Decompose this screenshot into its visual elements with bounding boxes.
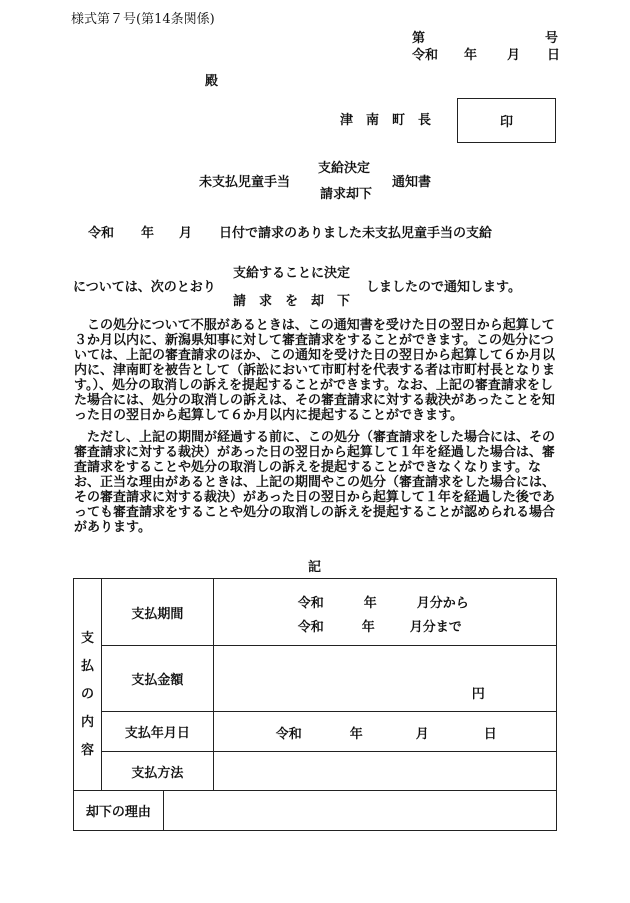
payment-content-group-label: 支 払 の 内 容 bbox=[74, 579, 102, 791]
payment-date-value[interactable]: 令和 年 月 日 bbox=[213, 712, 556, 752]
sentence1-year: 年 bbox=[141, 226, 155, 241]
date-year: 年 bbox=[464, 48, 478, 63]
payment-method-value[interactable] bbox=[213, 752, 556, 791]
amount-label: 支払金額 bbox=[101, 646, 213, 712]
sentence2-suffix: しましたので通知します。 bbox=[366, 280, 521, 295]
date-month: 月 bbox=[507, 48, 521, 63]
payment-details-table bbox=[73, 578, 557, 831]
title-prefix: 未支払児童手当 bbox=[199, 175, 291, 190]
title-option-rejection: 請求却下 bbox=[320, 187, 373, 202]
period-label: 支払期間 bbox=[101, 579, 213, 646]
notice-paragraph-2: ただし、上記の期間が経過する前に、この処分（審査請求をした場合には、その審査請求に対する裁決）があった日の翌日から起算して１年を経過した場合は、審査請求をすることや処分の取消しの訴えを提起することができなくなります。なお、正当な理由があるときは、上記の期間やこの処分（審査請求をした場合には、その審査請求に対する裁決）があった日の翌日から起算して１年を経過した後であっても審査請求をすることや処分の取消しの訴えを提起することが認められる場合があります。 bbox=[74, 430, 556, 535]
amount-value[interactable] bbox=[213, 646, 556, 712]
sentence2-prefix: については、次のとおり bbox=[73, 280, 216, 295]
number-label: 第 bbox=[412, 31, 426, 46]
title-option-decision: 支給決定 bbox=[318, 161, 371, 176]
date-era: 令和 bbox=[412, 48, 439, 63]
sentence2-option-pay: 支給することに決定 bbox=[233, 266, 351, 281]
rejection-reason-label: 却下の理由 bbox=[74, 791, 164, 831]
period-value[interactable]: 令和 年 月分から 令和 年 月分まで bbox=[213, 579, 556, 646]
number-suffix: 号 bbox=[545, 31, 559, 46]
date-day: 日 bbox=[547, 48, 561, 63]
sentence1-month: 月 bbox=[179, 226, 193, 241]
addressee-suffix: 殿 bbox=[205, 74, 219, 89]
seal-box bbox=[457, 98, 556, 143]
amount-unit: 円 bbox=[471, 687, 485, 702]
seal-label: 印 bbox=[499, 115, 513, 130]
payment-date-label: 支払年月日 bbox=[101, 712, 213, 752]
sentence1-rest: 日付で請求のありました未支払児童手当の支給 bbox=[219, 226, 493, 241]
payment-method-label: 支払方法 bbox=[101, 752, 213, 791]
rejection-reason-value[interactable] bbox=[163, 791, 556, 831]
issuer: 津 南 町 長 bbox=[340, 113, 432, 128]
title-suffix: 通知書 bbox=[392, 175, 432, 190]
form-number: 様式第７号(第14条関係) bbox=[71, 12, 215, 27]
ki-label: 記 bbox=[308, 560, 322, 575]
sentence1-era: 令和 bbox=[88, 226, 115, 241]
sentence2-option-reject: 請 求 を 却 下 bbox=[233, 294, 351, 309]
notice-paragraph-1: この処分について不服があるときは、この通知書を受けた日の翌日から起算して３か月以内に、新潟県知事に対して審査請求をすることができます。この処分については、上記の審査請求のほか、この通知を受けた日の翌日から起算して６か月以内に、津南町を被告として（訴訟において市町村を代表する者は市町村長となります。）、処分の取消しの訴えを提起することができます。なお、上記の審査請求をした場合には、処分の取消しの訴えは、その審査請求に対する裁決があったことを知った日の翌日から起算して６か月以内に提起することができます。 bbox=[74, 318, 556, 423]
